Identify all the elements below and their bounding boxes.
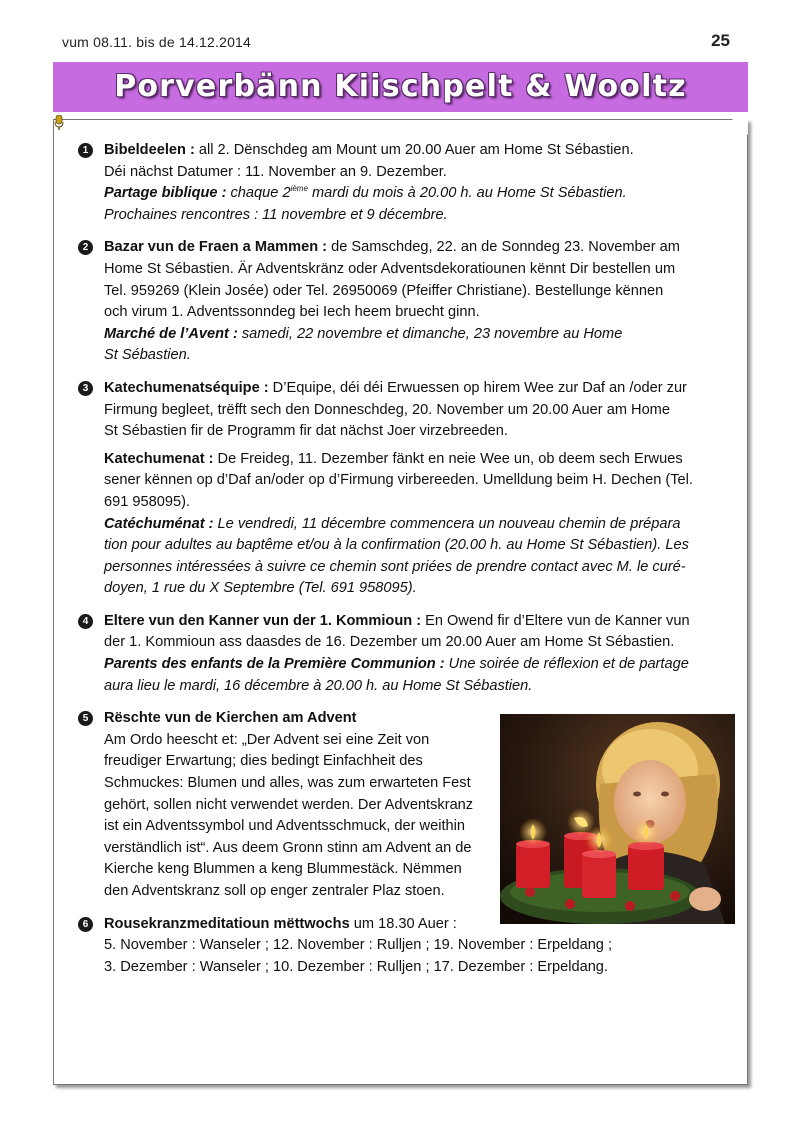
body-text: 3. Dezember : Wanseler ; 10. Dezember : Rulljen ; 17. Dezember : Erpeldang. — [104, 958, 608, 975]
item-number-marker: 3 — [78, 381, 93, 396]
body-text: och virum 1. Adventssonndeg bei Iech heem bruecht ginn. — [104, 304, 480, 321]
italic-text: St Sébastien. — [104, 347, 191, 364]
item-number-marker: 2 — [78, 240, 93, 255]
body-text: Am Ordo heescht et: „Der Advent sei eine Zeit von — [104, 731, 430, 748]
text-line — [104, 578, 738, 600]
item-number-marker: 6 — [78, 917, 93, 932]
text-line — [104, 281, 738, 303]
body-text: freudiger Erwartung; dies bedingt Einfachheit des — [104, 753, 423, 770]
body-text: gehört, sollen nicht verwendet werden. Der Adventskranz — [104, 796, 474, 813]
corner-fold — [732, 119, 748, 135]
italic-text: mardi du mois à 20.00 h. au Home St Sébastien. — [307, 185, 627, 202]
body-text: ist ein Adventssymbol und Adventsschmuck, der weithin — [104, 818, 465, 835]
body-text: der 1. Kommioun ass daasdes de 16. Dezember um 20.00 Auer am Home St Sébastien. — [104, 634, 675, 651]
bulletin-item — [78, 378, 738, 600]
body-text: 691 958095). — [104, 493, 191, 510]
bold-heading: Bibeldeelen : — [104, 142, 195, 158]
header-date-range: vum 08.11. bis de 14.12.2014 — [62, 34, 252, 50]
bold-italic-heading: Catéchuménat : — [104, 515, 214, 532]
text-line — [104, 259, 738, 281]
bold-italic-heading: Parents des enfants de la Première Communion : — [104, 656, 445, 673]
text-line — [104, 935, 738, 957]
page-number: 25 — [711, 31, 730, 50]
body-text: En Owend fir d’Eltere vun de Kanner vun — [421, 612, 690, 629]
body-text: Firmung begleet, trëfft sech den Donneschdeg, 20. November um 20.00 Auer am Home — [104, 401, 670, 418]
body-text: verständlich ist“. Aus deem Gronn stinn am Advent an de — [104, 839, 472, 856]
text-line — [104, 183, 738, 205]
body-text: D’Equipe, déi déi Erwuessen op hirem Wee zur Daf an /oder zur — [268, 379, 687, 396]
text-line — [104, 676, 738, 698]
italic-text: Une soirée de réflexion et de partage — [444, 656, 689, 673]
body-text: Tel. 959269 (Klein Josée) oder Tel. 26950069 (Pfeiffer Christiane). Bestellunge kënnen — [104, 282, 664, 299]
text-line — [104, 378, 738, 400]
text-line — [104, 611, 738, 633]
text-line — [104, 514, 738, 536]
bold-heading: Katechumenat : — [104, 450, 214, 467]
italic-text: Le vendredi, 11 décembre commencera un nouveau chemin de prépara — [213, 515, 681, 532]
text-line — [104, 492, 738, 514]
text-line — [104, 957, 738, 979]
body-text: all 2. Dënschdeg am Mount um 20.00 Auer am Home St Sébastien. — [194, 142, 634, 158]
body-text: St Sébastien fir de Programm fir dat nächst Joer virzebreeden. — [104, 423, 508, 440]
bold-heading: Rousekranzmeditatioun mëttwochs — [104, 915, 350, 932]
superscript: ième — [290, 184, 308, 194]
text-line — [104, 324, 738, 346]
body-text: Home St Sébastien. Är Adventskränz oder Adventsdekoratiounen kënnt Dir bestellen um — [104, 260, 676, 277]
text-line — [104, 345, 738, 367]
bold-heading: Bazar vun de Fraen a Mammen : — [104, 239, 328, 256]
bulletin-item — [78, 611, 738, 697]
italic-text: samedi, 22 novembre et dimanche, 23 novembre au Home — [237, 325, 623, 342]
text-line — [104, 654, 738, 676]
text-line — [104, 237, 738, 259]
body-text: Schmuckes: Blumen und alles, was zum erwarteten Fest — [104, 775, 471, 792]
body-text: Déi nächst Datumer : 11. November an 9. Dezember. — [104, 163, 447, 180]
microphone-icon — [54, 115, 64, 131]
body-text: 5. November : Wanseler ; 12. November : Rulljen ; 19. November : Erpeldang ; — [104, 937, 613, 954]
banner-title: Porverbänn Kiischpelt & Wooltz — [114, 69, 687, 104]
body-text: sener kënnen op d’Daf an/oder op d’Firmung virbereeden. Umelldung beim H. Dechen (Tel. — [104, 472, 693, 489]
text-line — [104, 400, 738, 422]
body-text: den Adventskranz soll op enger zentraler Plaz stoen. — [104, 883, 445, 899]
text-line — [104, 162, 738, 184]
body-text: de Samschdeg, 22. an de Sonndeg 23. November am — [327, 239, 680, 256]
sub-section — [104, 449, 738, 600]
text-line — [104, 470, 738, 492]
text-line — [104, 302, 738, 324]
advent-wreath-photo — [500, 714, 735, 924]
italic-text: personnes intéressées à suivre ce chemin sont priées de prendre contact avec M. le curé- — [104, 558, 686, 575]
italic-text: Prochaines rencontres : 11 novembre et 9 décembre. — [104, 206, 448, 223]
italic-text: aura lieu le mardi, 16 décembre à 20.00 h. au Home St Sébastien. — [104, 677, 533, 694]
body-text: De Freideg, 11. Dezember fänkt en neie Wee un, ob deem sech Erwues — [213, 450, 683, 467]
text-line — [104, 421, 738, 443]
bold-heading: Rëschte vun de Kierchen am Advent — [104, 710, 357, 727]
body-text: um 18.30 Auer : — [349, 915, 457, 932]
item-number-marker: 4 — [78, 614, 93, 629]
text-line — [104, 205, 738, 227]
text-line — [104, 557, 738, 579]
section-banner — [53, 62, 748, 112]
text-line — [104, 140, 738, 162]
bold-italic-heading: Partage biblique : — [104, 185, 227, 202]
bulletin-item — [78, 237, 738, 367]
bold-heading: Katechumenatséquipe : — [104, 379, 269, 396]
bulletin-item — [78, 140, 738, 226]
item-number-marker: 1 — [78, 143, 93, 158]
bold-heading: Eltere vun den Kanner vun der 1. Kommioun : — [104, 612, 422, 629]
text-line — [104, 535, 738, 557]
italic-text: chaque 2 — [226, 185, 291, 202]
text-line — [104, 632, 738, 654]
italic-text: tion pour adultes au baptême et/ou à la confirmation (20.00 h. au Home St Sébastien). Les — [104, 537, 689, 554]
body-text: Kierche keng Blummen a keng Blummestäck. Nëmmen — [104, 861, 462, 878]
bold-italic-heading: Marché de l’Avent : — [104, 325, 238, 342]
item-number-marker: 5 — [78, 711, 93, 726]
italic-text: doyen, 1 rue du X Septembre (Tel. 691 958095). — [104, 580, 417, 597]
text-line — [104, 449, 738, 471]
